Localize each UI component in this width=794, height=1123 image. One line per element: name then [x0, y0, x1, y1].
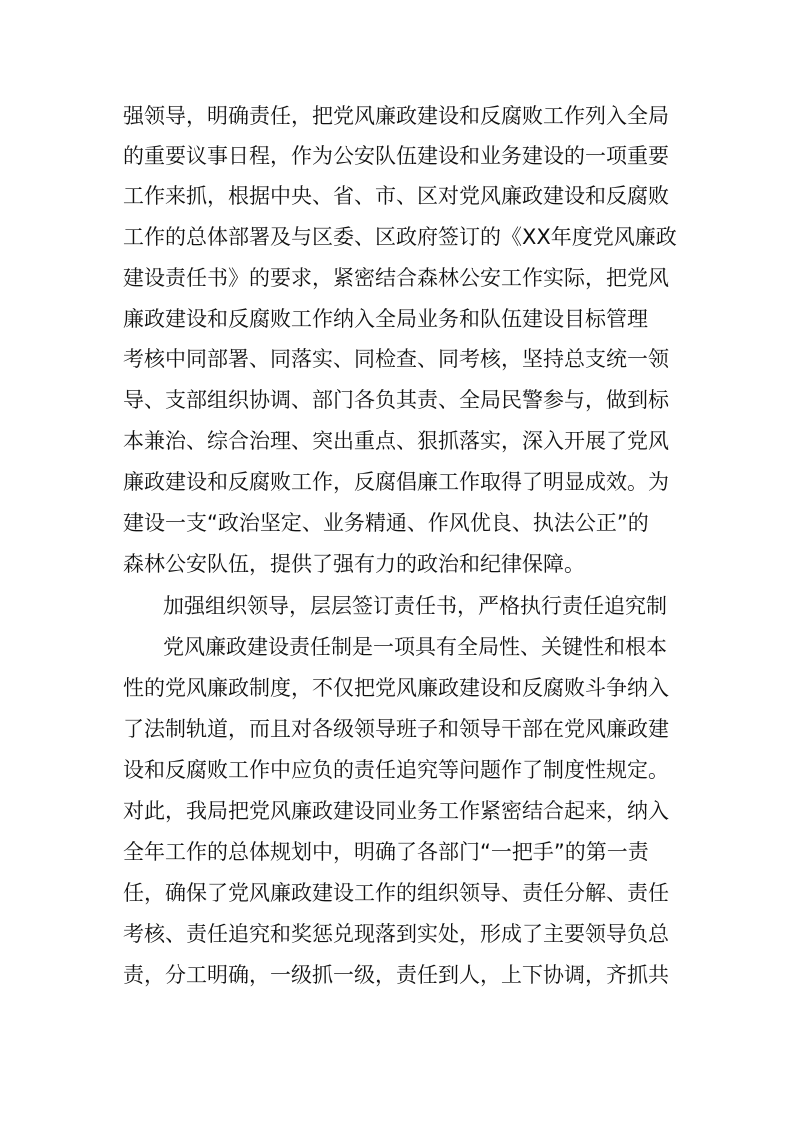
text-line: 任，确保了党风廉政建设工作的组织领导、责任分解、责任	[123, 881, 669, 905]
text-line: 性的党风廉政制度，不仅把党风廉政建设和反腐败斗争纳入	[123, 676, 669, 700]
text-line: 本兼治、综合治理、突出重点、狠抓落实，深入开展了党风	[123, 429, 669, 453]
text-line: 了法制轨道，而且对各级领导班子和领导干部在党风廉政建	[123, 717, 669, 741]
text-line: 廉政建设和反腐败工作，反腐倡廉工作取得了明显成效。为	[123, 470, 669, 494]
text-line: 建设一支“政治坚定、业务精通、作风优良、执法公正”的	[123, 511, 649, 535]
text-line: 全年工作的总体规划中，明确了各部门“一把手”的第一责	[123, 840, 649, 864]
text-line: 导、支部组织协调、部门各负其责、全局民警参与，做到标	[123, 388, 669, 412]
text-line: 廉政建设和反腐败工作纳入全局业务和队伍建设目标管理	[123, 307, 648, 331]
text-line: 工作的总体部署及与区委、区政府签订的《XX年度党风廉政	[123, 225, 677, 249]
text-line: 对此，我局把党风廉政建设同业务工作紧密结合起来，纳入	[123, 799, 669, 823]
text-line: 建设责任书》的要求，紧密结合森林公安工作实际，把党风	[123, 266, 669, 290]
text-line: 党风廉政建设责任制是一项具有全局性、关键性和根本	[163, 635, 667, 659]
text-line: 工作来抓，根据中央、省、市、区对党风廉政建设和反腐败	[123, 184, 669, 208]
text-line: 责，分工明确，一级抓一级，责任到人，上下协调，齐抓共	[123, 963, 669, 987]
text-line: 森林公安队伍，提供了强有力的政治和纪律保障。	[123, 552, 585, 576]
section-heading: 加强组织领导，层层签订责任书，严格执行责任追究制	[163, 594, 667, 618]
text-line: 考核中同部署、同落实、同检查、同考核，坚持总支统一领	[123, 347, 669, 371]
text-line: 强领导，明确责任，把党风廉政建设和反腐败工作列入全局	[123, 104, 669, 128]
text-line: 设和反腐败工作中应负的责任追究等问题作了制度性规定。	[123, 758, 669, 782]
text-line: 考核、责任追究和奖惩兑现落到实处，形成了主要领导负总	[123, 922, 669, 946]
text-line: 的重要议事日程，作为公安队伍建设和业务建设的一项重要	[123, 144, 669, 168]
